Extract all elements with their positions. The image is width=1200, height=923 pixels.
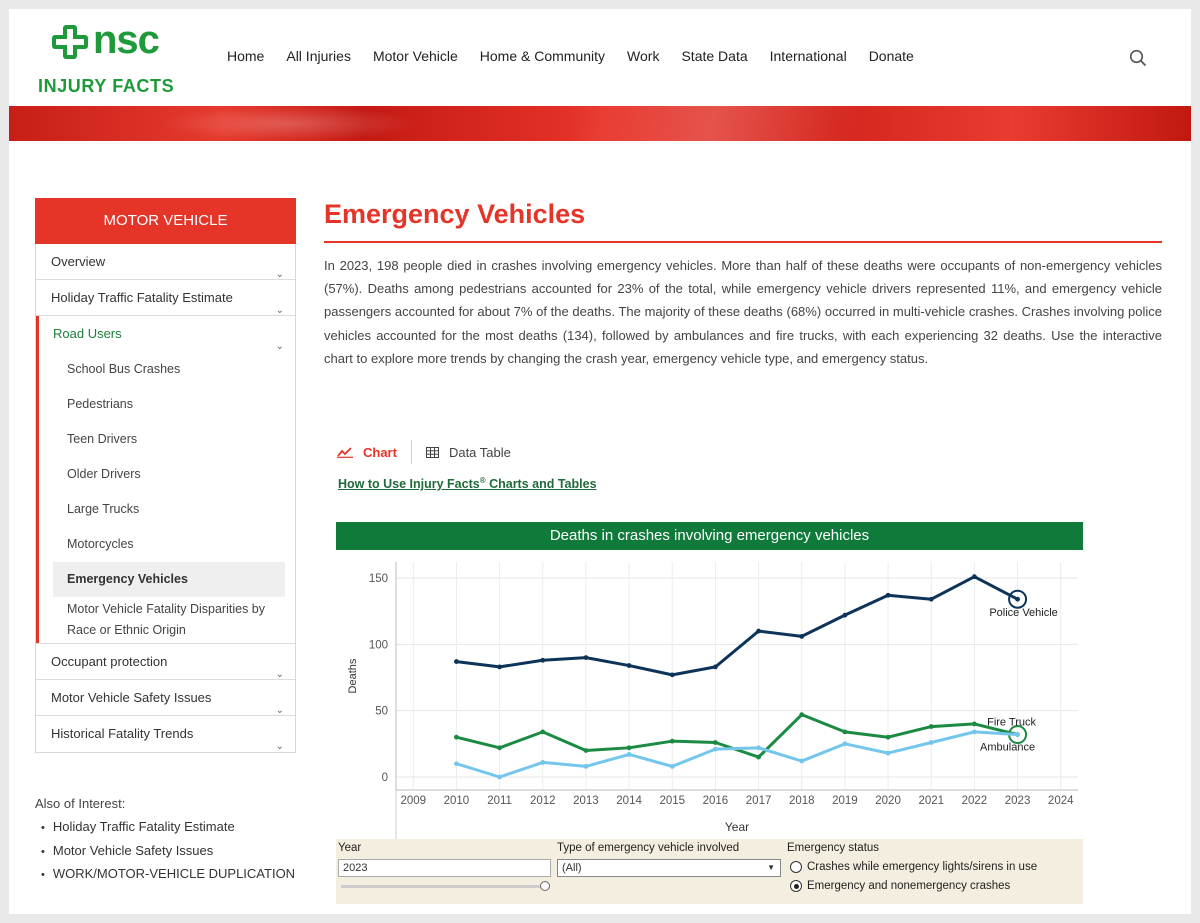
data-point bbox=[843, 729, 848, 734]
data-point bbox=[886, 751, 891, 756]
radio-button-selected[interactable] bbox=[790, 880, 802, 892]
sidebar-item-historical-trends[interactable] bbox=[36, 716, 295, 752]
chevron-down-icon[interactable]: ⌄ bbox=[275, 269, 284, 280]
sidebar-item-label: Road Users bbox=[53, 326, 122, 341]
dropdown-arrow-icon: ▼ bbox=[767, 863, 775, 872]
sidebar-item-holiday-traffic[interactable] bbox=[36, 280, 295, 316]
search-icon[interactable] bbox=[1129, 49, 1147, 67]
line-chart-icon bbox=[337, 446, 353, 458]
x-tick-label: 2011 bbox=[487, 795, 512, 807]
emergency-status-label: Emergency status bbox=[787, 842, 880, 854]
data-point bbox=[799, 759, 804, 764]
sidebar-subitem-school-bus[interactable]: School Bus Crashes bbox=[67, 362, 181, 376]
status-option-label: Emergency and nonemergency crashes bbox=[807, 880, 1011, 892]
x-tick-label: 2020 bbox=[875, 795, 901, 807]
table-icon bbox=[426, 447, 439, 458]
tab-chart[interactable] bbox=[337, 440, 412, 464]
page-title: Emergency Vehicles bbox=[324, 199, 586, 229]
year-filter-label: Year bbox=[338, 842, 362, 854]
y-tick-label: 0 bbox=[381, 772, 388, 784]
sidebar-subitem-older-drivers[interactable]: Older Drivers bbox=[67, 467, 141, 481]
sidebar-group-road-users bbox=[36, 316, 295, 644]
chart-title: Deaths in crashes involving emergency vehicles bbox=[336, 522, 1083, 550]
also-of-interest-heading: Also of Interest: bbox=[35, 796, 126, 811]
data-point bbox=[799, 712, 804, 717]
status-option-all-crashes[interactable] bbox=[790, 880, 1010, 892]
data-point bbox=[713, 664, 718, 669]
tab-data-table-label: Data Table bbox=[448, 444, 511, 460]
x-tick-label: 2021 bbox=[918, 795, 945, 807]
data-point bbox=[454, 761, 459, 766]
sidebar-item-label: Holiday Traffic Fatality Estimate bbox=[51, 290, 233, 305]
sidebar-item-label: Occupant protection bbox=[51, 654, 168, 669]
nav-item-motor-vehicle[interactable]: Motor Vehicle bbox=[372, 48, 458, 64]
nav-item-state-data[interactable]: State Data bbox=[681, 48, 748, 64]
data-point bbox=[713, 740, 718, 745]
x-tick-label: 2013 bbox=[573, 795, 599, 807]
x-tick-label: 2010 bbox=[443, 795, 470, 807]
sidebar-item-label: Motor Vehicle Safety Issues bbox=[51, 690, 212, 705]
sidebar-item-overview[interactable] bbox=[36, 244, 295, 280]
year-input[interactable]: 2023 bbox=[338, 859, 551, 877]
data-point bbox=[843, 741, 848, 746]
x-tick-label: 2018 bbox=[788, 795, 815, 807]
nav-item-donate[interactable]: Donate bbox=[868, 48, 914, 64]
data-point bbox=[929, 597, 934, 602]
data-point bbox=[497, 775, 502, 780]
x-tick-label: 2015 bbox=[659, 795, 686, 807]
sidebar-item-label: Historical Fatality Trends bbox=[51, 726, 194, 741]
data-point bbox=[886, 735, 891, 740]
data-point bbox=[843, 613, 848, 618]
sidebar-item-occupant-protection[interactable] bbox=[36, 644, 295, 680]
data-point bbox=[627, 663, 632, 668]
x-tick-label: 2009 bbox=[400, 795, 427, 807]
x-tick-label: 2017 bbox=[745, 795, 772, 807]
x-tick-label: 2016 bbox=[702, 795, 729, 807]
chart-filters bbox=[336, 839, 1083, 904]
data-point bbox=[584, 655, 589, 660]
data-point bbox=[799, 634, 804, 639]
site-header bbox=[9, 9, 1191, 106]
x-tick-label: 2019 bbox=[832, 795, 858, 807]
data-point bbox=[756, 629, 761, 634]
also-link-safety-issues[interactable]: • Motor Vehicle Safety Issues bbox=[41, 843, 295, 867]
data-point bbox=[886, 593, 891, 598]
series-label: Ambulance bbox=[980, 741, 1036, 754]
logo-brand-text: nsc bbox=[93, 18, 159, 62]
y-tick-label: 150 bbox=[368, 573, 388, 585]
nav-item-all-injuries[interactable]: All Injuries bbox=[286, 48, 351, 64]
sidebar-subitem-motorcycles[interactable]: Motorcycles bbox=[67, 537, 134, 551]
data-point bbox=[497, 664, 502, 669]
series-line-ambulance bbox=[456, 732, 1017, 777]
data-point bbox=[972, 574, 977, 579]
data-point bbox=[972, 722, 977, 727]
radio-button[interactable] bbox=[790, 861, 802, 873]
data-point bbox=[713, 747, 718, 752]
line-chart bbox=[336, 550, 1083, 840]
chevron-down-icon[interactable]: ⌄ bbox=[275, 669, 284, 680]
intro-paragraph: In 2023, 198 people died in crashes involving emergency vehicles. More than half of these deaths were occupants of non-emergency vehicles (57%). Deaths among pedestrians accounted for 23% of the total, while emergency vehicle drivers represented 11%, and emergency vehicle passengers accounted for about 7% of the deaths. The majority of these deaths (68%) occurred in multi-vehicle crashes. Crashes involving police vehicles accounted for the most deaths (134), followed by ambulances and fire trucks, with each experiencing 32 deaths. Use the interactive chart to explore more trends by changing the crash year, emergency vehicle type, and emergency status. bbox=[324, 258, 1162, 366]
data-point bbox=[540, 658, 545, 663]
sidebar-item-road-users[interactable] bbox=[36, 316, 295, 352]
data-point bbox=[627, 752, 632, 757]
page bbox=[9, 9, 1191, 914]
nav-item-international[interactable]: International bbox=[769, 48, 847, 64]
sidebar-item-safety-issues[interactable] bbox=[36, 680, 295, 716]
sidebar-menu bbox=[35, 244, 296, 753]
main-content bbox=[324, 199, 1162, 370]
view-tabs bbox=[337, 439, 525, 465]
vehicle-type-select[interactable] bbox=[557, 859, 781, 877]
nav-item-home[interactable]: Home bbox=[227, 48, 265, 64]
data-point bbox=[1015, 732, 1020, 737]
how-to-link-text: How to Use Injury Facts bbox=[338, 477, 480, 492]
registered-mark: ® bbox=[479, 476, 486, 485]
also-of-interest-list bbox=[41, 819, 295, 890]
sidebar-subitem-large-trucks[interactable]: Large Trucks bbox=[67, 502, 140, 516]
chevron-down-icon[interactable]: ⌄ bbox=[275, 341, 284, 352]
sidebar-subitem-teen-drivers[interactable]: Teen Drivers bbox=[67, 432, 138, 446]
data-point bbox=[929, 740, 934, 745]
data-point bbox=[627, 745, 632, 750]
hero-banner bbox=[9, 106, 1191, 141]
data-point bbox=[670, 672, 675, 677]
chevron-down-icon[interactable]: ⌄ bbox=[275, 705, 284, 716]
series-line-fire-truck bbox=[456, 715, 1017, 757]
sidebar-subitem-pedestrians[interactable]: Pedestrians bbox=[67, 397, 134, 411]
y-tick-label: 50 bbox=[375, 705, 388, 718]
title-divider bbox=[324, 241, 1162, 243]
vehicle-type-value: (All) bbox=[562, 862, 582, 874]
nav-item-work[interactable]: Work bbox=[627, 48, 660, 64]
data-point bbox=[756, 745, 761, 750]
y-tick-label: 100 bbox=[368, 639, 388, 652]
data-point bbox=[584, 764, 589, 769]
x-tick-label: 2023 bbox=[1004, 795, 1031, 807]
data-point bbox=[756, 755, 761, 760]
logo-subtitle: INJURY FACTS bbox=[38, 76, 175, 96]
status-option-label: Crashes while emergency lights/sirens in use bbox=[807, 861, 1038, 873]
y-axis-title: Deaths bbox=[347, 658, 359, 694]
data-point bbox=[540, 729, 545, 734]
main-nav bbox=[227, 48, 936, 64]
data-point bbox=[972, 729, 977, 734]
nsc-cross-logo-icon bbox=[52, 25, 88, 59]
also-link-holiday[interactable]: • Holiday Traffic Fatality Estimate bbox=[41, 819, 295, 843]
data-point bbox=[454, 659, 459, 664]
sidebar-heading[interactable]: MOTOR VEHICLE bbox=[35, 198, 296, 244]
series-label: Police Vehicle bbox=[989, 607, 1058, 620]
how-to-use-link[interactable] bbox=[338, 476, 597, 491]
chevron-down-icon[interactable]: ⌄ bbox=[275, 305, 284, 316]
how-to-link-text-rest: Charts and Tables bbox=[485, 477, 597, 492]
tab-data-table[interactable] bbox=[412, 440, 525, 464]
data-point bbox=[1015, 597, 1020, 602]
data-point bbox=[584, 748, 589, 753]
nsc-injury-facts-logo[interactable] bbox=[35, 18, 205, 96]
sidebar bbox=[35, 198, 296, 753]
data-point bbox=[670, 739, 675, 744]
status-option-lights-sirens[interactable] bbox=[790, 861, 1037, 873]
series-label: Fire Truck bbox=[987, 716, 1037, 729]
x-tick-label: 2012 bbox=[529, 795, 556, 807]
sidebar-subitem-fatality-disparities[interactable]: Motor Vehicle Fatality Disparities by Race or Ethnic Origin bbox=[67, 602, 265, 637]
data-point bbox=[670, 764, 675, 769]
x-tick-label: 2024 bbox=[1047, 795, 1074, 807]
year-slider-track[interactable] bbox=[341, 885, 547, 888]
data-point bbox=[929, 724, 934, 729]
chevron-down-icon[interactable]: ⌄ bbox=[275, 741, 284, 752]
sidebar-item-label: Overview bbox=[51, 254, 106, 269]
data-point bbox=[540, 760, 545, 765]
tab-chart-label: Chart bbox=[363, 444, 397, 460]
vehicle-type-label: Type of emergency vehicle involved bbox=[557, 842, 740, 854]
also-link-duplication[interactable]: • WORK/MOTOR-VEHICLE DUPLICATION bbox=[41, 866, 295, 890]
year-slider-handle[interactable] bbox=[540, 881, 550, 891]
nav-item-home-community[interactable]: Home & Community bbox=[479, 48, 606, 64]
data-point bbox=[454, 735, 459, 740]
x-axis-title: Year bbox=[724, 820, 750, 834]
x-tick-label: 2022 bbox=[961, 795, 988, 807]
sidebar-subitem-emergency-vehicles[interactable]: Emergency Vehicles bbox=[53, 562, 285, 597]
data-point bbox=[497, 745, 502, 750]
x-tick-label: 2014 bbox=[616, 795, 642, 807]
